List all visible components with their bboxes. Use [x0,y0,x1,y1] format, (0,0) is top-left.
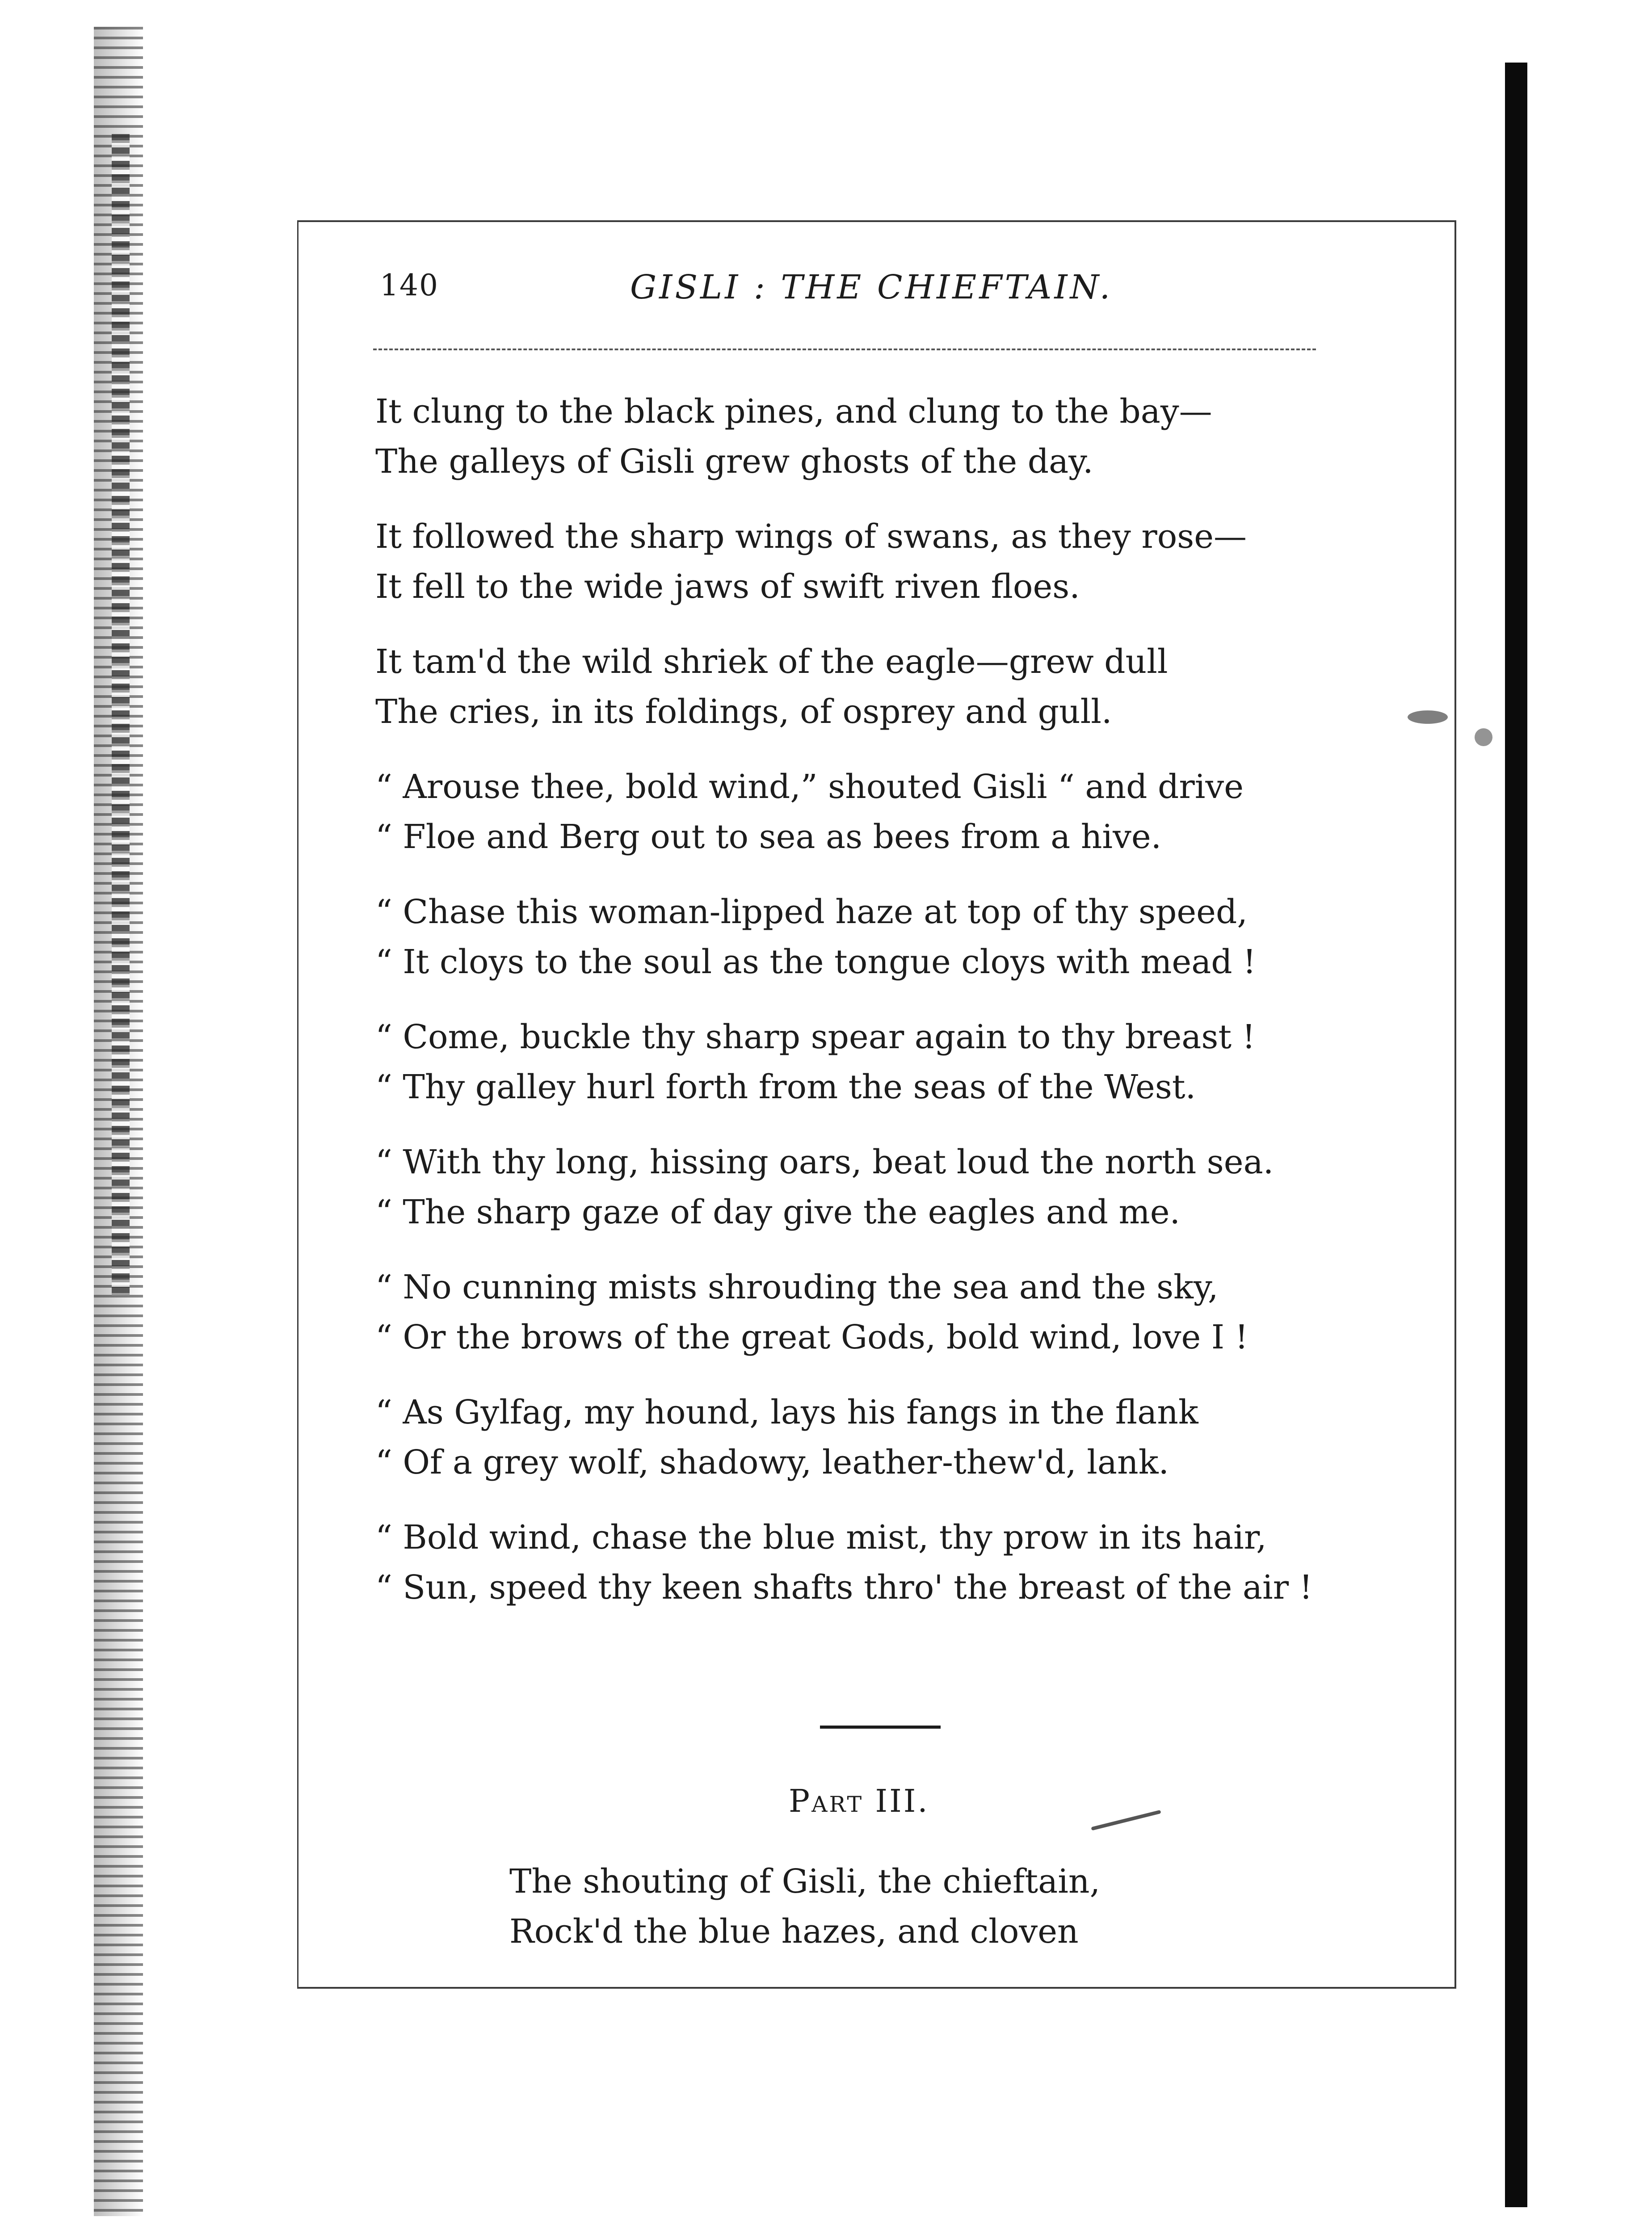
poem-body [375,386,1417,1638]
part-heading: Part III. [789,1783,929,1819]
poem-line: The galleys of Gisli grew ghosts of the day. [375,442,1093,481]
poem-line: “ Come, buckle thy sharp spear again to thy breast ! [375,1018,1256,1056]
stanza [375,762,1417,862]
stanza [375,1012,1417,1112]
running-title: GISLI : THE CHIEFTAIN. [630,268,1113,307]
poem-line: “ With thy long, hissing oars, beat loud the north sea. [375,1143,1274,1181]
poem-line: “ No cunning mists shrouding the sea and the sky, [375,1268,1219,1306]
poem-line: It tam'd the wild shriek of the eagle—grew dull [375,642,1168,681]
part-three-lines [509,1856,1100,1957]
stanza [375,887,1417,987]
stanza [375,512,1417,612]
stanza [375,1387,1417,1487]
poem-line: “ As Gylfag, my hound, lays his fangs in the flank [375,1393,1198,1432]
poem-line: The shouting of Gisli, the chieftain, [509,1862,1101,1901]
poem-line: “ Or the brows of the great Gods, bold wind, love I ! [375,1318,1248,1356]
scan-binding-marks [112,134,130,1296]
header-rule [373,349,1316,350]
poem-line: “ Bold wind, chase the blue mist, thy prow in its hair, [375,1518,1267,1557]
stanza [375,1137,1417,1237]
poem-line: “ It cloys to the soul as the tongue cloys with mead ! [375,943,1256,981]
poem-line: “ Sun, speed thy keen shafts thro' the breast of the air ! [375,1568,1313,1607]
stanza [375,386,1417,487]
poem-line: “ Chase this woman-lipped haze at top of thy speed, [375,893,1248,931]
poem-line: “ Arouse thee, bold wind,” shouted Gisli “ and drive [375,768,1244,806]
poem-line: The cries, in its foldings, of osprey and gull. [375,693,1112,731]
stanza [375,1262,1417,1362]
scan-speck [1408,710,1448,724]
poem-line: Rock'd the blue hazes, and cloven [509,1912,1079,1951]
poem-line: “ Of a grey wolf, shadowy, leather-thew'd, lank. [375,1443,1169,1482]
scan-speck [1475,728,1492,746]
poem-line: It followed the sharp wings of swans, as they rose— [375,517,1247,556]
poem-line: “ Thy galley hurl forth from the seas of the West. [375,1068,1196,1106]
poem-line: It fell to the wide jaws of swift riven floes. [375,567,1080,606]
stanza [375,1512,1417,1613]
page-header [380,264,1363,313]
scan-edge-bar [1505,63,1527,2207]
page-number: 140 [380,268,439,302]
section-rule [820,1726,941,1729]
poem-line: “ The sharp gaze of day give the eagles and me. [375,1193,1181,1231]
poem-line: It clung to the black pines, and clung to the bay— [375,392,1212,431]
stanza [375,637,1417,737]
poem-line: “ Floe and Berg out to sea as bees from a hive. [375,818,1162,856]
